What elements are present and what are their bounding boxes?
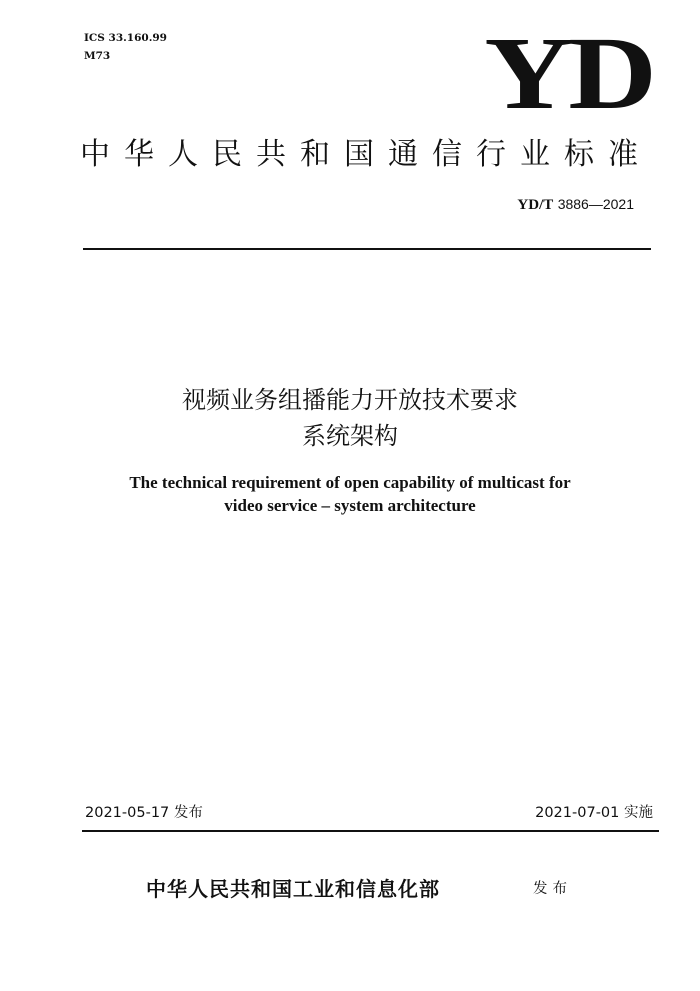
title-en-line1: The technical requirement of open capability of multicast for <box>129 473 571 492</box>
yd-logo: YD <box>484 16 653 131</box>
issued-label: 发布 <box>533 881 572 897</box>
issuing-ministry: 中华人民共和国工业和信息化部 <box>146 877 440 901</box>
standard-number <box>517 194 634 214</box>
top-divider <box>83 248 651 250</box>
standard-prefix: YD/T <box>517 197 554 213</box>
ics-code: ICS 33.160.99 <box>84 32 167 44</box>
bottom-divider <box>82 830 659 832</box>
publish-date: 2021-05-17 发布 <box>85 805 203 821</box>
title-cn-line2: 系统架构 <box>302 422 398 450</box>
title-en-line2: video service – system architecture <box>224 496 476 515</box>
implement-date: 2021-07-01 实施 <box>535 805 653 821</box>
standard-number-value: 3886—2021 <box>557 196 634 212</box>
classification-code: M73 <box>84 50 111 62</box>
industry-standard-heading: 中华人民共和国通信行业标准 <box>80 137 652 172</box>
title-cn-line1: 视频业务组播能力开放技术要求 <box>182 386 518 414</box>
